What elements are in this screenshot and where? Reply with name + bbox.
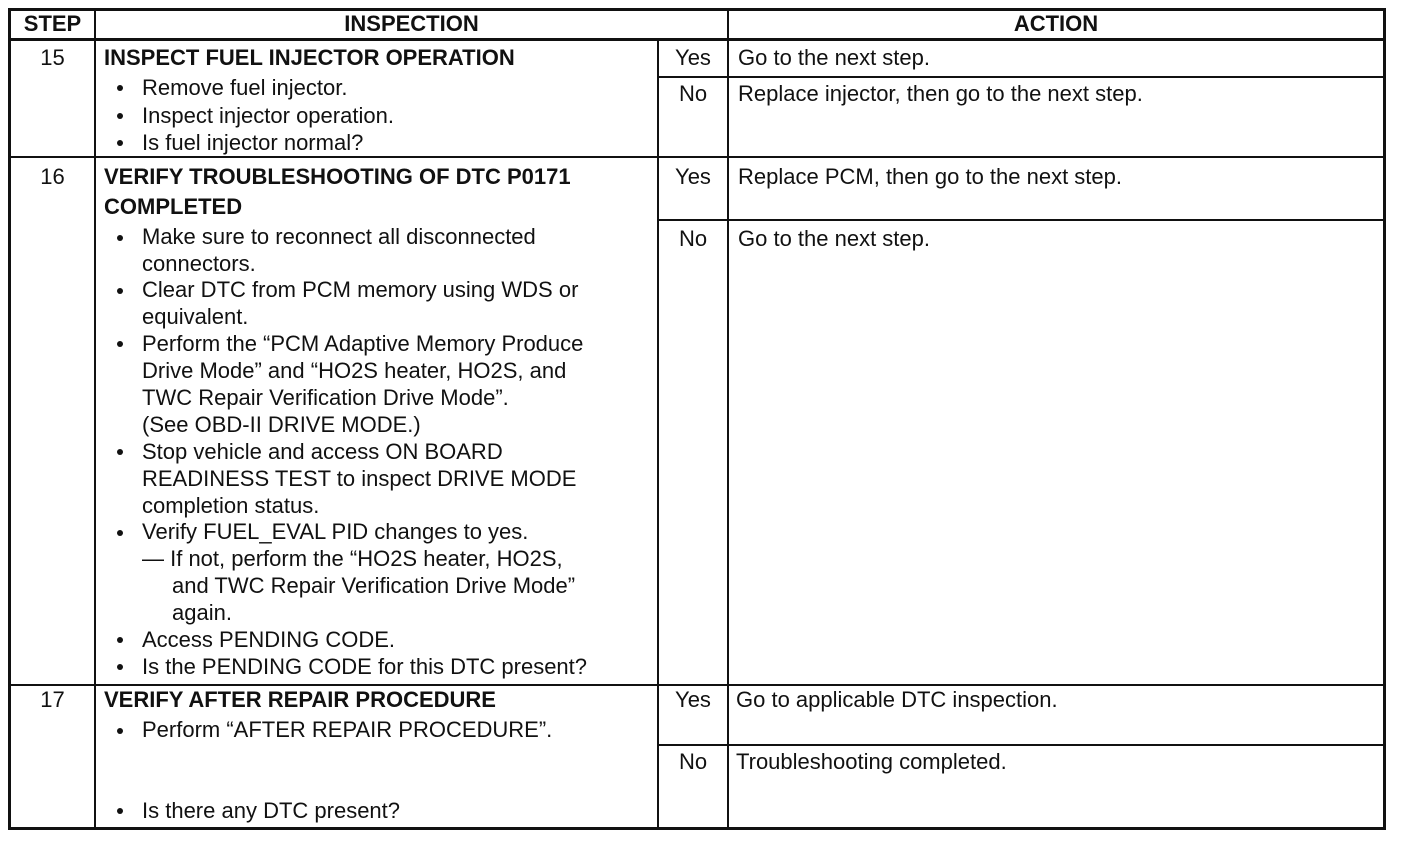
yes-label: Yes: [675, 164, 711, 189]
yes-action: Go to the next step.: [738, 45, 931, 70]
yes-label: Yes: [675, 687, 711, 712]
inspection-bullet: Is there any DTC present?: [142, 798, 401, 823]
inspection-bullet: Verify FUEL_EVAL PID changes to yes.: [142, 519, 529, 544]
inspection-bullet: TWC Repair Verification Drive Mode”.: [142, 385, 509, 410]
bullet-icon: [117, 728, 123, 734]
inspection-bullet: Stop vehicle and access ON BOARD: [142, 439, 503, 464]
inspection-bullet: Is fuel injector normal?: [142, 130, 364, 155]
no-action: Troubleshooting completed.: [736, 749, 1007, 774]
inspection-bullet: (See OBD-II DRIVE MODE.): [142, 412, 421, 437]
bullet-icon: [117, 85, 123, 91]
step-number: 16: [40, 164, 65, 189]
bullet-icon: [117, 113, 123, 119]
inspection-bullet: READINESS TEST to inspect DRIVE MODE: [142, 466, 577, 491]
inspection-bullet: Clear DTC from PCM memory using WDS or: [142, 277, 579, 302]
inspection-bullet: equivalent.: [142, 304, 249, 329]
step-number: 17: [40, 687, 65, 712]
bullet-icon: [117, 235, 123, 241]
step-number: 15: [40, 45, 65, 70]
inspection-title: COMPLETED: [104, 194, 243, 219]
header-action: ACTION: [1013, 11, 1099, 36]
column-divider-action: [727, 8, 729, 830]
header-step: STEP: [23, 11, 82, 36]
inspection-sub-note: and TWC Repair Verification Drive Mode”: [172, 573, 576, 598]
inspection-bullet: Inspect injector operation.: [142, 103, 394, 128]
inspection-bullet: Perform “AFTER REPAIR PROCEDURE”.: [142, 717, 553, 742]
bullet-icon: [117, 449, 123, 455]
no-label: No: [678, 226, 708, 251]
inspection-title: VERIFY AFTER REPAIR PROCEDURE: [104, 687, 496, 712]
inspection-bullet: connectors.: [142, 251, 256, 276]
yes-no-separator: [657, 76, 1386, 78]
inspection-bullet: Is the PENDING CODE for this DTC present?: [142, 654, 588, 679]
no-action: Replace injector, then go to the next step.: [738, 81, 1143, 106]
bullet-icon: [117, 140, 123, 146]
inspection-bullet: Perform the “PCM Adaptive Memory Produce: [142, 331, 584, 356]
inspection-bullet: completion status.: [142, 493, 320, 518]
header-separator: [8, 38, 1386, 41]
inspection-title: VERIFY TROUBLESHOOTING OF DTC P0171: [104, 164, 571, 189]
inspection-sub-note: — If not, perform the “HO2S heater, HO2S,: [142, 546, 563, 571]
yes-label: Yes: [675, 45, 711, 70]
bullet-icon: [117, 664, 123, 670]
column-divider-step: [94, 8, 96, 830]
inspection-bullet: Access PENDING CODE.: [142, 627, 396, 652]
yes-no-separator: [657, 219, 1386, 221]
bullet-icon: [117, 341, 123, 347]
bullet-icon: [117, 808, 123, 814]
inspection-bullet: Drive Mode” and “HO2S heater, HO2S, and: [142, 358, 567, 383]
yes-action: Replace PCM, then go to the next step.: [738, 164, 1123, 189]
no-action: Go to the next step.: [738, 226, 931, 251]
table-border-right: [1383, 8, 1386, 830]
no-label: No: [678, 81, 708, 106]
inspection-bullet: Make sure to reconnect all disconnected: [142, 224, 536, 249]
yes-action: Go to applicable DTC inspection.: [736, 687, 1058, 712]
inspection-bullet: Remove fuel injector.: [142, 75, 348, 100]
bullet-icon: [117, 288, 123, 294]
bullet-icon: [117, 530, 123, 536]
header-inspection: INSPECTION: [344, 11, 479, 36]
row-separator: [8, 156, 1386, 158]
no-label: No: [678, 749, 708, 774]
table-border-bottom: [8, 827, 1386, 830]
yes-no-separator: [657, 744, 1386, 746]
inspection-title: INSPECT FUEL INJECTOR OPERATION: [104, 45, 515, 70]
inspection-sub-note: again.: [172, 600, 232, 625]
bullet-icon: [117, 637, 123, 643]
